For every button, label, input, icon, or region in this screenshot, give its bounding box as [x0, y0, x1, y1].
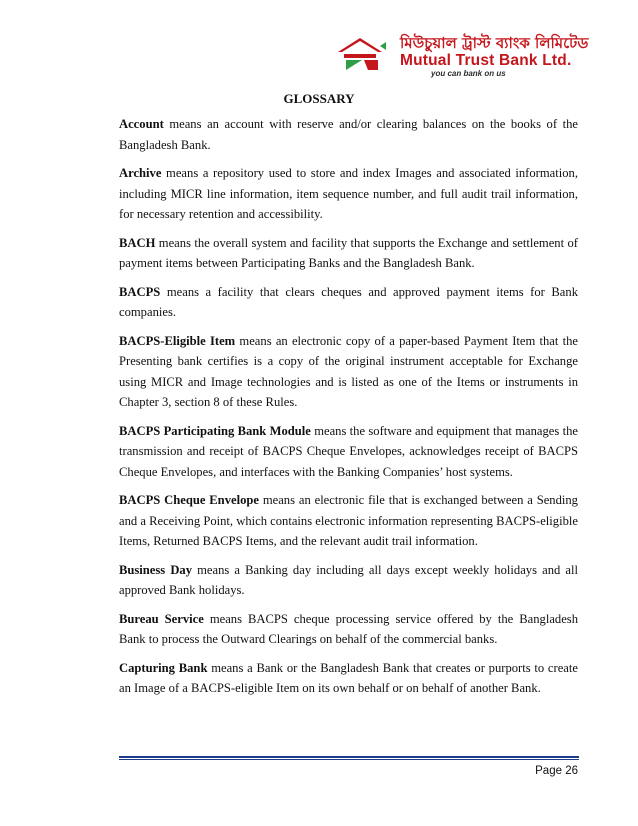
- glossary-list: [119, 114, 578, 707]
- glossary-term: BACPS: [119, 284, 161, 299]
- bank-logo-icon: [336, 36, 388, 74]
- glossary-definition: means a facility that clears cheques and approved payment items for Bank companies.: [119, 284, 578, 319]
- bank-logo: [336, 32, 608, 82]
- glossary-entry: [119, 233, 578, 274]
- logo-tagline: you can bank on us: [431, 69, 506, 78]
- glossary-entry: [119, 658, 578, 699]
- glossary-entry: [119, 421, 578, 483]
- footer-rule: [119, 756, 579, 758]
- glossary-term: Business Day: [119, 562, 193, 577]
- glossary-term: Capturing Bank: [119, 660, 208, 675]
- glossary-definition: means an account with reserve and/or clearing balances on the books of the Bangladesh Bank.: [119, 117, 578, 152]
- glossary-definition: means the overall system and facility that supports the Exchange and settlement of payment items between Participating Banks and the Bangladesh Bank.: [119, 235, 578, 270]
- glossary-term: BACPS Participating Bank Module: [119, 423, 311, 438]
- glossary-term: BACPS Cheque Envelope: [119, 493, 259, 507]
- glossary-definition: means an electronic file that is exchanged between a Sending and a Receiving Point, which contains electronic information representing BACPS-eligible Items, Returned BACPS Items, and the relevant audit trail information.: [119, 493, 578, 548]
- glossary-definition: means BACPS cheque processing service offered by the Bangladesh Bank to process the Outward Clearings on behalf of the commercial banks.: [119, 611, 578, 646]
- glossary-entry: [119, 609, 578, 650]
- glossary-term: BACPS-Eligible Item: [119, 333, 236, 348]
- glossary-definition: means the software and equipment that manages the transmission and receipt of BACPS Cheque Envelopes, acknowledges receipt of BACPS Cheque Envelopes, and interfaces with the Banking Companies’ host systems.: [119, 423, 578, 479]
- glossary-term: Account: [119, 117, 164, 131]
- logo-bengali-text: মিউচুয়াল ট্রাস্ট ব্যাংক লিমিটেড: [400, 34, 589, 52]
- glossary-definition: means a Banking day including all days except weekly holidays and all approved Bank holidays.: [119, 562, 578, 597]
- page-number: Page 26: [535, 765, 578, 777]
- page-title: GLOSSARY: [283, 91, 355, 106]
- glossary-term: BACH: [119, 235, 156, 250]
- glossary-term: Bureau Service: [119, 611, 204, 626]
- footer-rule-thin: [119, 759, 579, 760]
- logo-english-text: Mutual Trust Bank Ltd.: [400, 52, 572, 69]
- glossary-entry: [119, 282, 578, 323]
- glossary-entry: [119, 490, 578, 552]
- glossary-entry: [119, 560, 578, 601]
- glossary-term: Archive: [119, 166, 162, 180]
- glossary-definition: means a repository used to store and index Images and associated information, including MICR line information, item sequence number, and full audit trail information, for necessary retention and accessibility.: [119, 166, 578, 221]
- glossary-definition: means a Bank or the Bangladesh Bank that creates or purports to create an Image of a BACPS-eligible Item on its own behalf or on behalf of another Bank.: [119, 660, 578, 695]
- glossary-entry: [119, 114, 578, 155]
- glossary-entry: [119, 331, 578, 413]
- glossary-entry: [119, 163, 578, 225]
- glossary-definition: means an electronic copy of a paper-based Payment Item that the Presenting bank certifies is a copy of the original instrument acceptable for Exchange using MICR and Image technologies and is listed as one of the Items or instruments in Chapter 3, section 8 of these Rules.: [119, 333, 579, 409]
